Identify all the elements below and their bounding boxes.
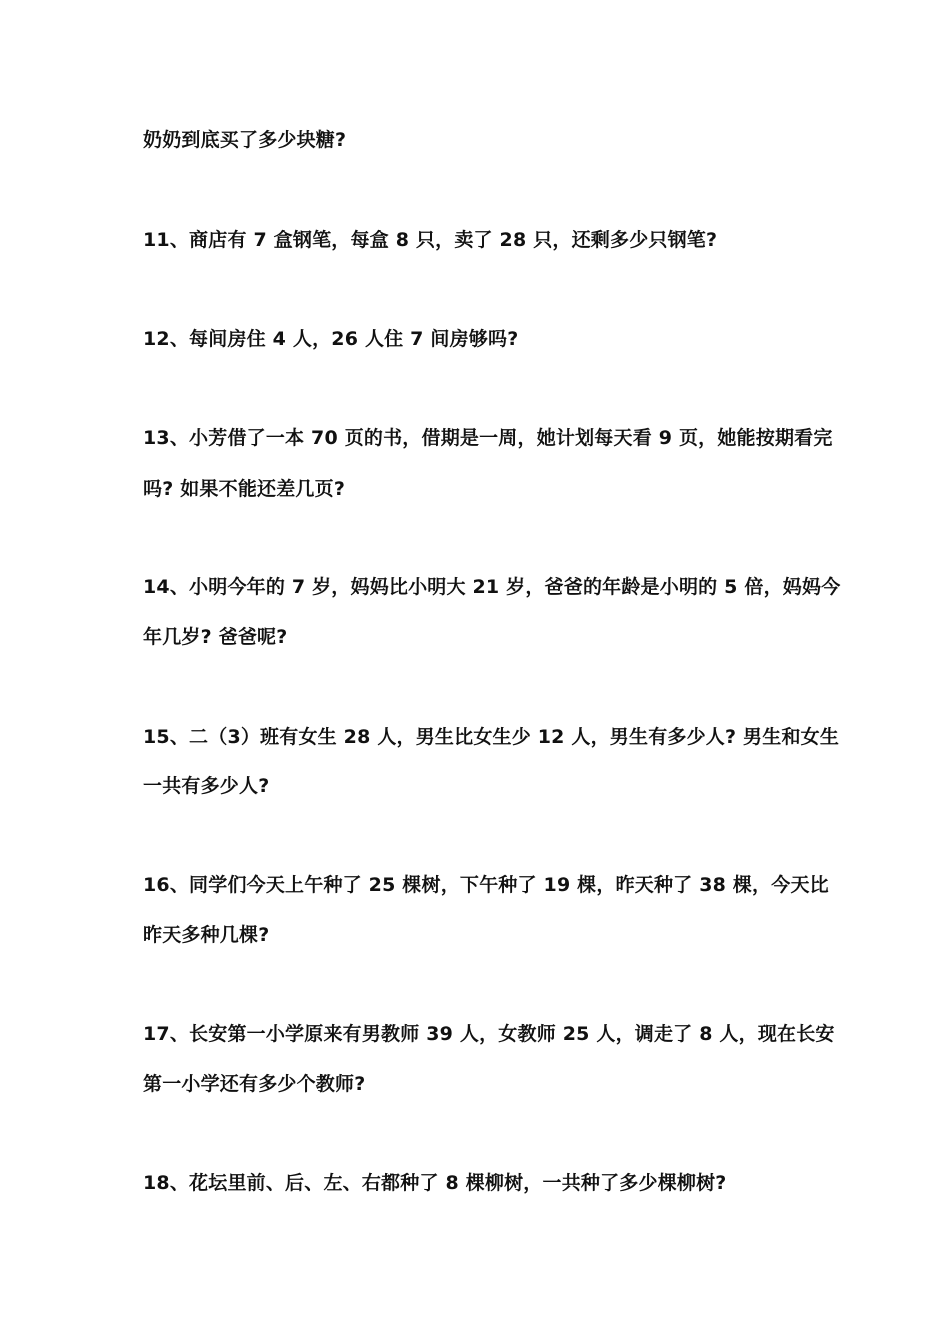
- problem-11: 11、商店有 7 盒钢笔，每盒 8 只，卖了 28 只，还剩多少只钢笔?: [143, 229, 718, 251]
- problem-12: 12、每间房住 4 人，26 人住 7 间房够吗?: [143, 328, 519, 350]
- problem-13-line-2: 吗? 如果不能还差几页?: [143, 478, 346, 500]
- problem-14-line-2: 年几岁? 爸爸呢?: [143, 626, 288, 648]
- problem-15-line-2: 一共有多少人?: [143, 775, 270, 797]
- problem-13-line-1: 13、小芳借了一本 70 页的书，借期是一周，她计划每天看 9 页，她能按期看完: [143, 427, 833, 449]
- problem-17-line-1: 17、长安第一小学原来有男教师 39 人，女教师 25 人，调走了 8 人，现在长安: [143, 1023, 835, 1045]
- problem-15-line-1: 15、二（3）班有女生 28 人，男生比女生少 12 人，男生有多少人? 男生和女生: [143, 726, 840, 748]
- problem-10-continuation: 奶奶到底买了多少块糖?: [143, 129, 347, 151]
- problem-14-line-1: 14、小明今年的 7 岁，妈妈比小明大 21 岁，爸爸的年龄是小明的 5 倍，妈妈今: [143, 576, 841, 598]
- problem-18: 18、花坛里前、后、左、右都种了 8 棵柳树，一共种了多少棵柳树?: [143, 1172, 727, 1194]
- problem-17-line-2: 第一小学还有多少个教师?: [143, 1073, 366, 1095]
- problem-16-line-2: 昨天多种几棵?: [143, 924, 270, 946]
- problem-16-line-1: 16、同学们今天上午种了 25 棵树，下午种了 19 棵，昨天种了 38 棵，今天比: [143, 874, 829, 896]
